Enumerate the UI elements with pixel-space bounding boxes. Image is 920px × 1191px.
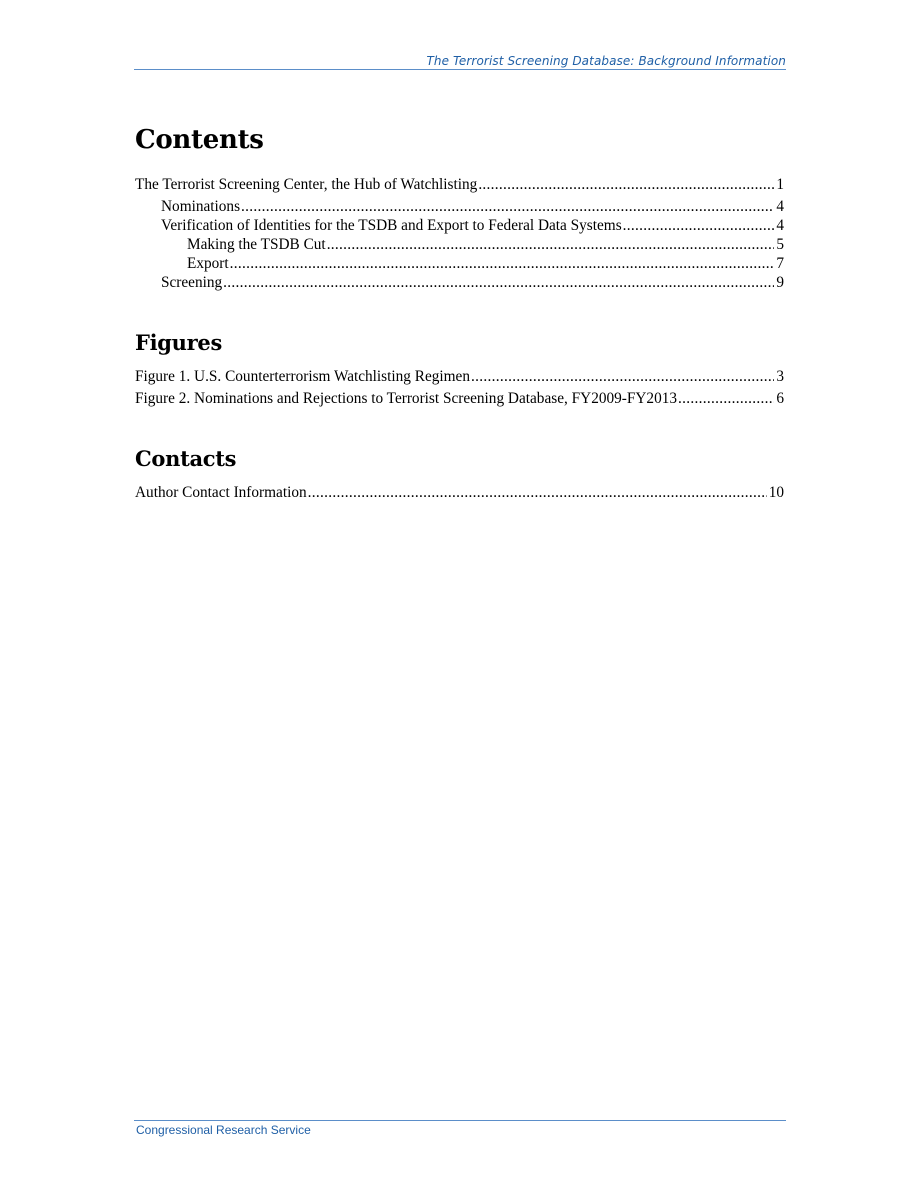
toc-entry-title: Nominations	[161, 198, 241, 215]
dot-leader	[230, 254, 775, 273]
contacts-heading: Contacts	[135, 446, 237, 471]
contents-heading: Contents	[135, 125, 264, 155]
toc-entry-figure-2[interactable]	[135, 389, 784, 408]
toc-page-number: 10	[768, 484, 784, 501]
toc-entry-title: Export	[187, 255, 229, 272]
dot-leader	[241, 197, 774, 216]
dot-leader	[678, 389, 774, 408]
toc-page-number: 7	[776, 255, 784, 272]
dot-leader	[623, 216, 775, 235]
toc-page-number: 5	[776, 236, 784, 253]
dot-leader	[308, 483, 767, 502]
toc-page-number: 4	[776, 217, 784, 234]
toc-page-number: 9	[776, 274, 784, 291]
toc-page-number: 6	[776, 390, 784, 407]
toc-entry-title: The Terrorist Screening Center, the Hub of Watchlisting	[135, 176, 478, 193]
footer-divider	[134, 1120, 786, 1121]
toc-entry-verification-of-identities[interactable]	[161, 216, 784, 235]
toc-entry-author-contact-information[interactable]	[135, 483, 784, 502]
dot-leader	[327, 235, 775, 254]
toc-entry-nominations[interactable]	[161, 197, 784, 216]
toc-entry-title: Figure 1. U.S. Counterterrorism Watchlisting Regimen	[135, 368, 470, 385]
dot-leader	[478, 175, 774, 194]
header-divider	[134, 69, 786, 70]
running-header: The Terrorist Screening Database: Background Information	[426, 54, 786, 68]
figures-heading: Figures	[135, 330, 222, 355]
toc-entry-title: Making the TSDB Cut	[187, 236, 326, 253]
toc-entry-title: Screening	[161, 274, 223, 291]
toc-entry-title: Author Contact Information	[135, 484, 307, 501]
dot-leader	[223, 273, 774, 292]
toc-page-number: 4	[776, 198, 784, 215]
toc-entry-title: Figure 2. Nominations and Rejections to Terrorist Screening Database, FY2009-FY2013	[135, 390, 678, 407]
toc-entry-figure-1[interactable]	[135, 367, 784, 386]
toc-page-number: 1	[776, 176, 784, 193]
dot-leader	[471, 367, 774, 386]
toc-entry-terrorist-screening-center[interactable]	[135, 175, 784, 194]
toc-entry-export[interactable]	[187, 254, 784, 273]
toc-entry-making-the-tsdb-cut[interactable]	[187, 235, 784, 254]
toc-page-number: 3	[776, 368, 784, 385]
toc-entry-screening[interactable]	[161, 273, 784, 292]
footer-publisher: Congressional Research Service	[136, 1123, 311, 1137]
toc-entry-title: Verification of Identities for the TSDB and Export to Federal Data Systems	[161, 217, 622, 234]
